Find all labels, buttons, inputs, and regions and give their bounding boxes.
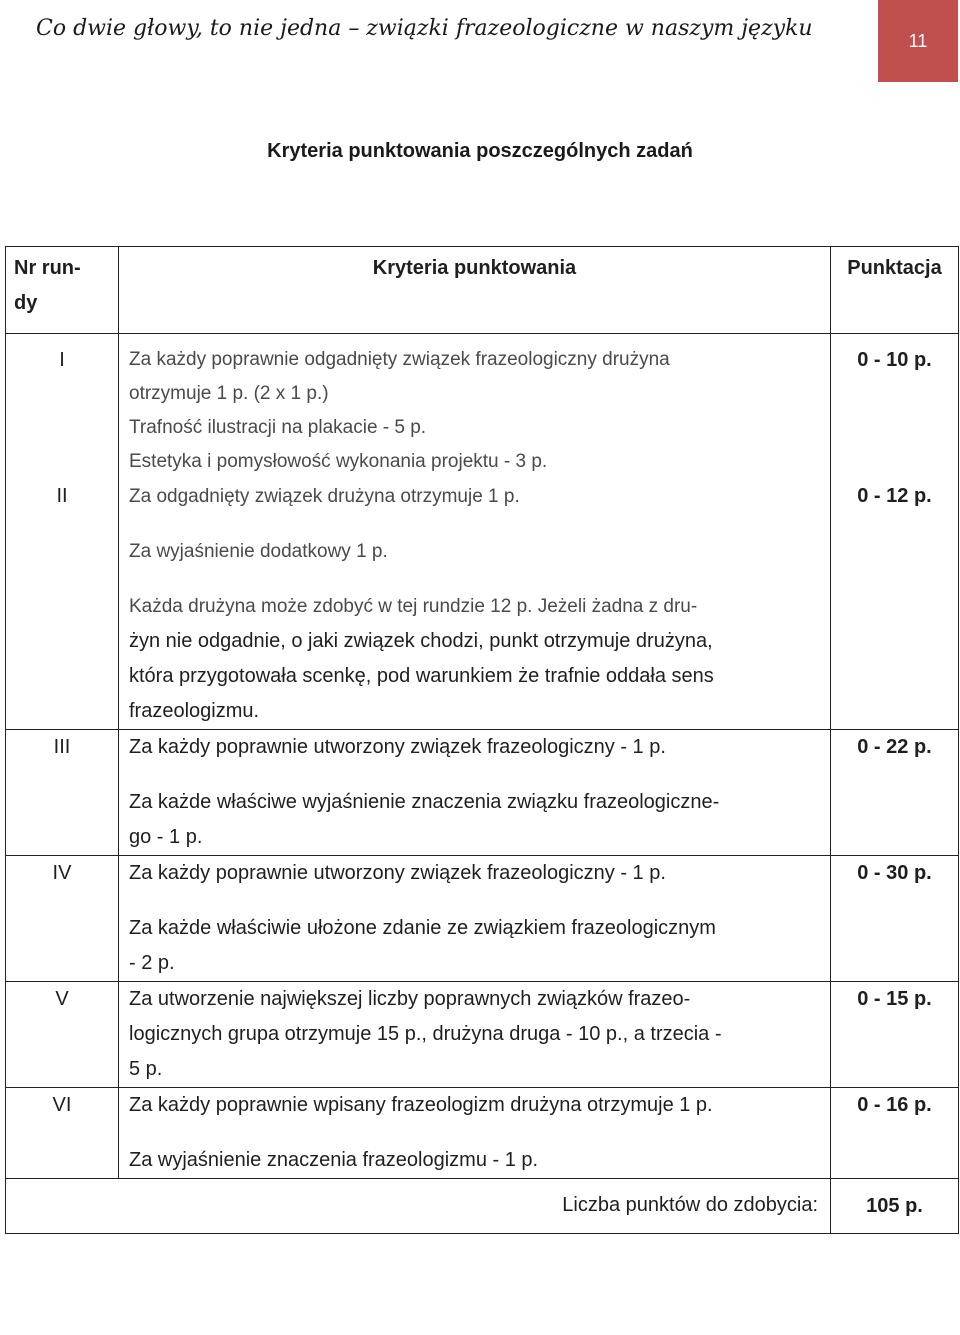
- table-total-row: [6, 1179, 959, 1234]
- criteria-line: Za wyjaśnienie dodatkowy 1 p.: [129, 541, 388, 562]
- criteria-line: Za każde właściwe wyjaśnienie znaczenia związku frazeologiczne-: [129, 791, 720, 813]
- criteria-line: żyn nie odgadnie, o jaki związek chodzi, punkt otrzymuje drużyna,: [129, 630, 713, 652]
- table-row: [6, 856, 959, 982]
- round-number: IV: [6, 856, 119, 982]
- round-number: I: [6, 334, 119, 480]
- criteria-line: Za odgadnięty związek drużyna otrzymuje 1 p.: [129, 486, 520, 507]
- table-row: [6, 479, 959, 730]
- criteria-cell: [119, 479, 831, 730]
- points-cell: 0 - 16 p.: [831, 1088, 959, 1179]
- round-number: V: [6, 982, 119, 1088]
- criteria-cell: [119, 730, 831, 856]
- column-header-criteria: Kryteria punktowania: [119, 247, 831, 334]
- scoring-criteria-table: [5, 246, 959, 479]
- table-row: [6, 730, 959, 856]
- points-cell: 0 - 22 p.: [831, 730, 959, 856]
- page-header-title: Co dwie głowy, to nie jedna – związki frazeologiczne w naszym języku: [36, 16, 813, 41]
- criteria-line: Za każde właściwie ułożone zdanie ze związkiem frazeologicznym: [129, 917, 716, 939]
- round-number: II: [6, 479, 119, 730]
- total-points-label: Liczba punktów do zdobycia:: [6, 1179, 831, 1234]
- points-cell: 0 - 30 p.: [831, 856, 959, 982]
- column-header-round: [6, 247, 119, 334]
- column-header-round-label: Nr run- dy: [14, 257, 81, 314]
- criteria-line: frazeologizmu.: [129, 700, 260, 722]
- document-heading: Kryteria punktowania poszczególnych zadań: [267, 140, 693, 162]
- column-header-points: Punktacja: [831, 247, 959, 334]
- criteria-line: która przygotowała scenkę, pod warunkiem że trafnie oddała sens: [129, 665, 714, 687]
- table-row: [6, 1088, 959, 1179]
- criteria-cell: [119, 856, 831, 982]
- points-cell: 0 - 10 p.: [831, 334, 959, 480]
- table-row: [6, 982, 959, 1088]
- round-number: III: [6, 730, 119, 856]
- page-number-badge: [878, 0, 958, 82]
- criteria-line: Za każdy poprawnie utworzony związek frazeologiczny - 1 p.: [129, 862, 666, 884]
- criteria-line: logicznych grupa otrzymuje 15 p., drużyna druga - 10 p., a trzecia -: [129, 1023, 722, 1045]
- table-row: [6, 334, 959, 480]
- criteria-line: Za każdy poprawnie wpisany frazeologizm drużyna otrzymuje 1 p.: [129, 1094, 713, 1116]
- criteria-line: Trafność ilustracji na plakacie - 5 p.: [129, 417, 427, 438]
- criteria-cell: [119, 1088, 831, 1179]
- criteria-line: otrzymuje 1 p. (2 x 1 p.): [129, 383, 329, 404]
- criteria-cell: [119, 982, 831, 1088]
- criteria-line: go - 1 p.: [129, 826, 203, 848]
- criteria-line: Za każdy poprawnie odgadnięty związek frazeologiczny drużyna: [129, 349, 670, 370]
- criteria-line: Za utworzenie największej liczby poprawnych związków frazeo-: [129, 988, 691, 1010]
- criteria-cell: [119, 334, 831, 480]
- criteria-line: Każda drużyna może zdobyć w tej rundzie 12 p. Jeżeli żadna z dru-: [129, 596, 698, 617]
- round-number: VI: [6, 1088, 119, 1179]
- scoring-criteria-table-continued: [5, 479, 959, 1234]
- total-points-value: 105 p.: [831, 1179, 959, 1234]
- criteria-line: Za każdy poprawnie utworzony związek frazeologiczny - 1 p.: [129, 736, 666, 758]
- points-cell: 0 - 15 p.: [831, 982, 959, 1088]
- points-cell: 0 - 12 p.: [831, 479, 959, 730]
- criteria-line: 5 p.: [129, 1058, 163, 1080]
- criteria-line: Estetyka i pomysłowość wykonania projektu - 3 p.: [129, 451, 548, 472]
- page-number: 11: [908, 30, 928, 51]
- table-header-row: [6, 247, 959, 334]
- criteria-line: - 2 p.: [129, 952, 175, 974]
- criteria-line: Za wyjaśnienie znaczenia frazeologizmu - 1 p.: [129, 1149, 539, 1171]
